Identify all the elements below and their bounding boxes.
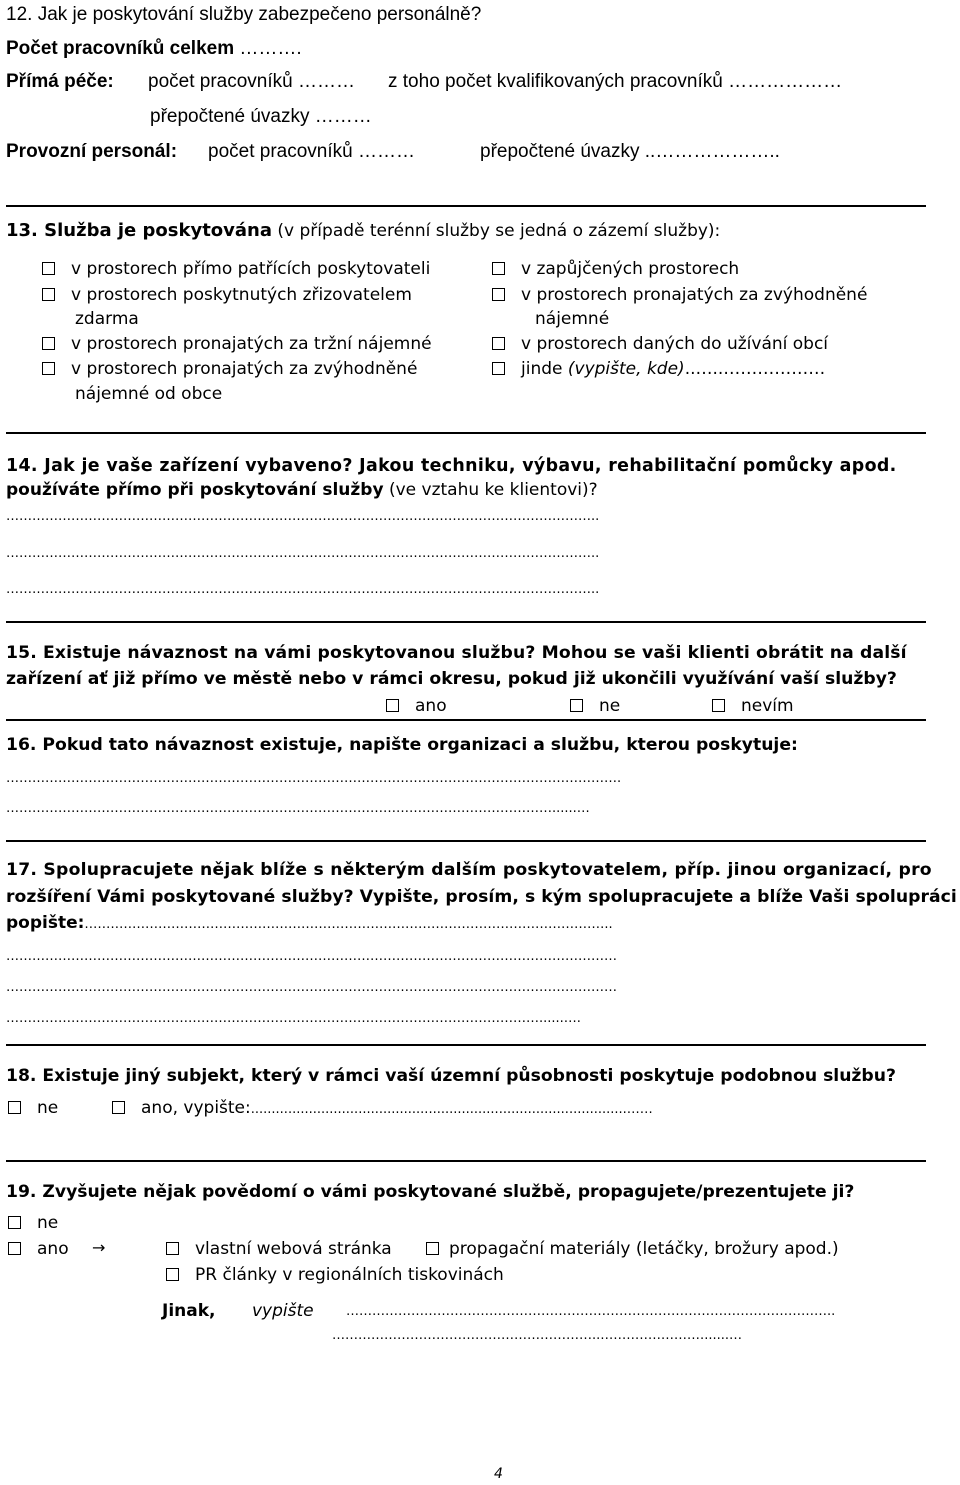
option-label: nevím	[741, 696, 794, 716]
page-number: 4	[494, 1466, 503, 1482]
q19-other-hint: vypište	[252, 1301, 314, 1321]
q14-answer-line-1[interactable]: ………………………………………………………………………………………………………………………..	[6, 509, 600, 524]
q17-title-line2: rozšíření Vámi poskytované služby? Vypište, prosím, s kým spolupracujete a blíže Vaši spolupráci	[6, 887, 957, 907]
q15-option-dont-know[interactable]	[712, 696, 794, 716]
checkbox[interactable]	[42, 337, 55, 350]
q13-title-bold: 13. Služba je poskytována	[6, 220, 273, 241]
section-divider	[6, 205, 926, 207]
q19-other-dots-1[interactable]: …………………………………………………………………………………………………..	[346, 1304, 836, 1319]
q12-title: 12. Jak je poskytování služby zabezpečeno personálně?	[6, 4, 482, 25]
q16-answer-line-2[interactable]: ………………………………………………………………………………………………………………......…	[6, 801, 590, 816]
q19-option-pr-articles[interactable]	[166, 1265, 504, 1285]
option-label: jinde	[521, 359, 563, 379]
q17-title-line3	[6, 913, 613, 933]
q12-ops-fte[interactable]: přepočtené úvazky ..………………..	[480, 141, 780, 162]
option-hint: (vypište, kde)	[567, 359, 685, 379]
checkbox[interactable]	[166, 1242, 179, 1255]
q19-option-promo-materials[interactable]	[426, 1239, 839, 1259]
checkbox[interactable]	[426, 1242, 439, 1255]
q13-option-reduced-rent-cont: nájemné od obce	[75, 384, 223, 404]
q12-total-dots[interactable]: ……….	[239, 38, 302, 59]
q13-option-founder-cont: zdarma	[75, 309, 139, 329]
q14-answer-line-2[interactable]: ………………………………………………………………………………………………………………………..	[6, 546, 600, 561]
q19-option-no[interactable]	[8, 1213, 58, 1233]
q18-option-yes[interactable]	[112, 1098, 653, 1118]
q13-option-reduced-rent-cont-right: nájemné	[535, 309, 610, 329]
option-label: ne	[37, 1098, 59, 1118]
checkbox[interactable]	[8, 1242, 21, 1255]
q19-option-website[interactable]	[166, 1239, 392, 1259]
q14-title-line2-bold: používáte přímo při poskytování služby	[6, 480, 384, 500]
checkbox[interactable]	[42, 288, 55, 301]
option-label: v prostorech pronajatých za zvýhodněné	[521, 285, 868, 305]
q18-title: 18. Existuje jiný subjekt, který v rámci vaší územní působnosti poskytuje podobnou službu?	[6, 1066, 896, 1086]
section-divider	[6, 840, 926, 842]
q18-option-no[interactable]	[8, 1098, 58, 1118]
option-label: ano	[415, 696, 447, 716]
option-label: v zapůjčených prostorech	[521, 259, 740, 279]
q17-answer-line-3[interactable]: ……………………………………………………………………………………………………………......….	[6, 1011, 581, 1026]
section-divider	[6, 719, 926, 721]
option-label: v prostorech pronajatých za tržní nájemné	[71, 334, 432, 354]
q15-title-line2: zařízení ať již přímo ve městě nebo v rámci okresu, pokud již ukončili využívání vaší služby?	[6, 669, 897, 689]
option-label: ne	[37, 1213, 59, 1233]
q14-title-line2	[6, 480, 598, 500]
q17-title-line1: 17. Spolupracujete nějak blíže s některým dalším poskytovatelem, příp. jinou organizací, pro	[6, 860, 932, 880]
q17-answer-line-2[interactable]: ……………………………………………………………………………………………………………………………	[6, 980, 617, 995]
q15-title-line1: 15. Existuje návaznost na vámi poskytovanou službu? Mohou se vaši klienti obrátit na další	[6, 643, 907, 663]
arrow-right-icon: →	[92, 1238, 106, 1257]
q12-total	[6, 38, 302, 60]
option-label: v prostorech poskytnutých zřizovatelem	[71, 285, 412, 305]
q12-total-label: Počet pracovníků celkem	[6, 38, 235, 59]
checkbox[interactable]	[42, 262, 55, 275]
q12-ops-label: Provozní personál:	[6, 141, 178, 162]
section-divider	[6, 621, 926, 623]
checkbox[interactable]	[570, 699, 583, 712]
q13-option-municipal-use[interactable]	[492, 334, 828, 354]
option-label: PR články v regionálních tiskovinách	[195, 1265, 504, 1285]
q17-describe-label: popište:	[6, 913, 85, 933]
checkbox[interactable]	[492, 362, 505, 375]
section-divider	[6, 1160, 926, 1162]
q17-answer-line-1[interactable]: ……………………………………………………………………………………………………………………………	[6, 949, 617, 964]
q13-option-elsewhere[interactable]	[492, 359, 825, 379]
q13-option-borrowed[interactable]	[492, 259, 739, 279]
q12-ops-count[interactable]: počet pracovníků ………	[208, 141, 415, 162]
q12-direct-count[interactable]: počet pracovníků ………	[148, 71, 355, 92]
option-dots[interactable]: ..…..………………	[684, 359, 826, 379]
option-label: ne	[599, 696, 621, 716]
q14-answer-line-3[interactable]: ………………………………………………………………………………………………………………………..	[6, 582, 600, 597]
q19-other-dots-2[interactable]: ……………………………………………………..……………………......…	[332, 1328, 743, 1343]
option-label: propagační materiály (letáčky, brožury apod.)	[449, 1239, 839, 1259]
section-divider	[6, 432, 926, 434]
option-label: ano, vypište:	[141, 1098, 251, 1118]
q19-option-yes[interactable]	[8, 1239, 69, 1259]
q13-option-reduced-rent[interactable]	[492, 285, 867, 305]
q14-title-line1: 14. Jak je vaše zařízení vybaveno? Jakou techniku, výbavu, rehabilitační pomůcky apod.	[6, 456, 897, 476]
q19-title: 19. Zvyšujete nějak povědomí o vámi poskytované službě, propagujete/prezentujete ji?	[6, 1182, 855, 1202]
checkbox[interactable]	[492, 288, 505, 301]
option-label: ano	[37, 1239, 69, 1259]
q14-title-line2-rest: (ve vztahu ke klientovi)?	[388, 480, 598, 500]
checkbox[interactable]	[712, 699, 725, 712]
q13-title	[6, 220, 720, 241]
checkbox[interactable]	[492, 262, 505, 275]
option-label: v prostorech přímo patřících poskytovateli	[71, 259, 431, 279]
q12-direct-label: Přímá péče:	[6, 71, 114, 92]
q13-option-reduced-rent-municipal[interactable]	[42, 359, 417, 379]
option-label: v prostorech pronajatých za zvýhodněné	[71, 359, 418, 379]
checkbox[interactable]	[386, 699, 399, 712]
checkbox[interactable]	[492, 337, 505, 350]
option-label: v prostorech daných do užívání obcí	[521, 334, 829, 354]
checkbox[interactable]	[166, 1268, 179, 1281]
checkbox[interactable]	[112, 1101, 125, 1114]
q15-option-yes[interactable]	[386, 696, 447, 716]
q13-option-founder[interactable]	[42, 285, 412, 305]
option-label: vlastní webová stránka	[195, 1239, 392, 1259]
checkbox[interactable]	[8, 1216, 21, 1229]
q16-title: 16. Pokud tato návaznost existuje, napište organizaci a službu, kterou poskytuje:	[6, 735, 798, 755]
q12-direct-fte[interactable]: přepočtené úvazky ………	[150, 106, 372, 127]
q13-option-owned[interactable]	[42, 259, 430, 279]
q18-yes-dots[interactable]: ...........................................................................................……	[250, 1102, 653, 1117]
q13-title-rest: (v případě terénní služby se jedná o zázemí služby):	[277, 221, 721, 241]
q13-option-market-rent[interactable]	[42, 334, 432, 354]
checkbox[interactable]	[8, 1101, 21, 1114]
checkbox[interactable]	[42, 362, 55, 375]
q16-answer-line-1[interactable]: …………………………………………………………………………………………………………………………….	[6, 771, 622, 786]
q17-describe-dots[interactable]: …………………………………………………………………………………………………………..	[84, 917, 613, 932]
q12-direct-qualified[interactable]: z toho počet kvalifikovaných pracovníků ………………	[388, 71, 843, 92]
q19-other-label: Jinak,	[162, 1301, 216, 1321]
section-divider	[6, 1044, 926, 1046]
q15-option-no[interactable]	[570, 696, 620, 716]
